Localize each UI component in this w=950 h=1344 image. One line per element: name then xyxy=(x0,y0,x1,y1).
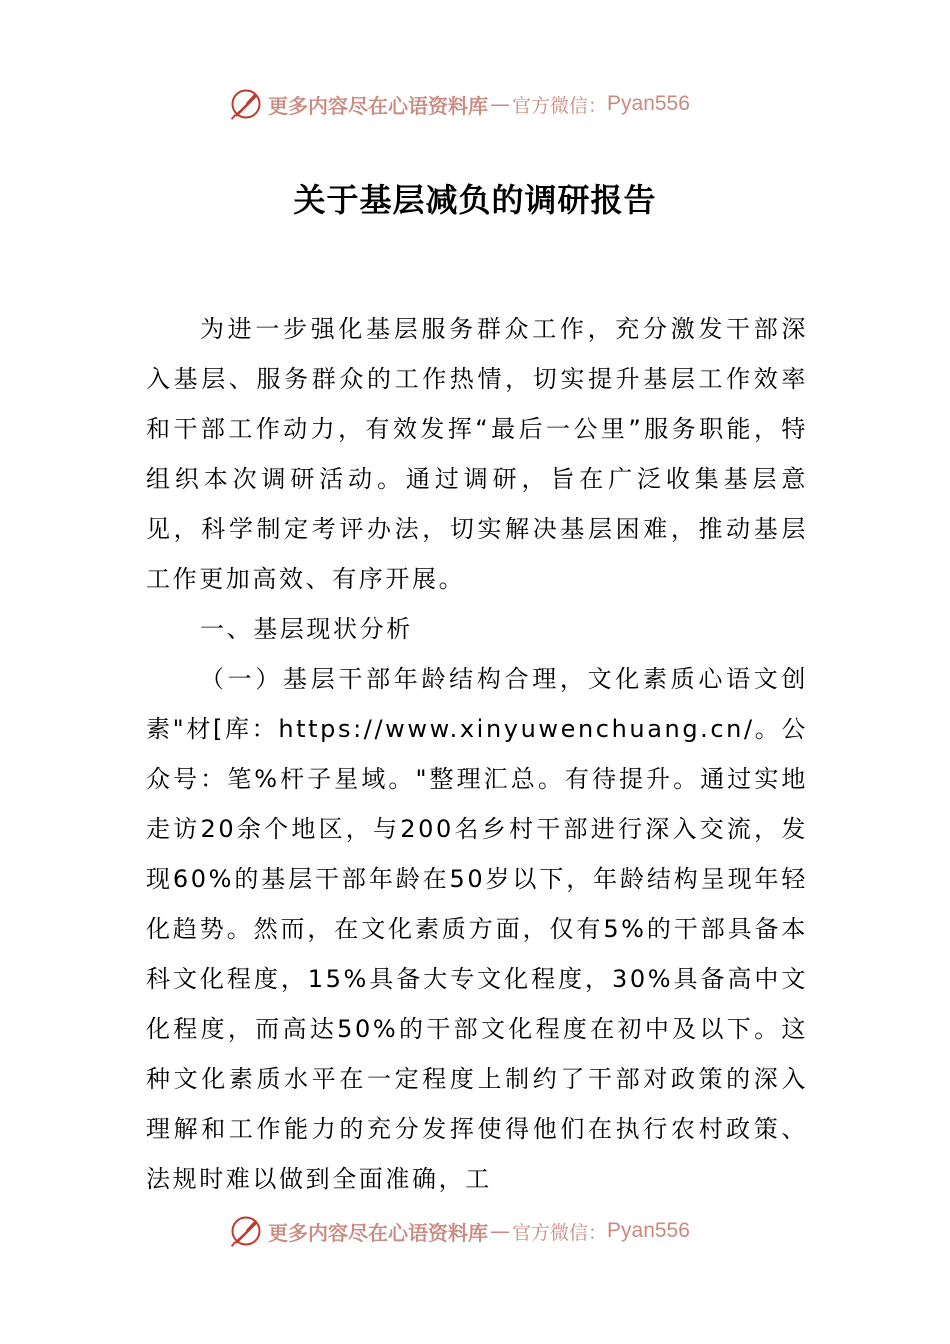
watermark-dash: — xyxy=(490,92,510,116)
watermark-text: 更多内容尽在心语资料库 xyxy=(268,93,488,118)
document-body xyxy=(146,304,808,1204)
quill-logo-icon xyxy=(228,86,264,122)
watermark-banner-top xyxy=(228,84,690,124)
paragraph-intro: 为进一步强化基层服务群众工作，充分激发干部深入基层、服务群众的工作热情，切实提升基层工作效率和干部工作动力，有效发挥“最后一公里”服务职能，特组织本次调研活动。通过调研，旨在广泛收集基层意见，科学制定考评办法，切实解决基层困难，推动基层工作更加高效、有序开展。 xyxy=(146,315,808,593)
watermark-dash: — xyxy=(490,1219,510,1243)
quill-logo-icon xyxy=(228,1213,264,1249)
document-title: 关于基层减负的调研报告 xyxy=(293,181,657,219)
watermark-wechat-label: 官方微信： xyxy=(512,94,608,117)
watermark-banner-bottom xyxy=(228,1211,690,1251)
watermark-wechat-id: Pyan556 xyxy=(607,1219,690,1242)
watermark-text: 更多内容尽在心语资料库 xyxy=(268,1220,488,1245)
paragraph-subsection-1: （一）基层干部年龄结构合理，文化素质心语文创素"材[库：https://www.xinyuwenchuang.cn/。公众号：笔%杆子星域。"整理汇总。有待提升。通过实地走访20余个地区，与200名乡村干部进行深入交流，发现60%的基层干部年龄在50岁以下，年龄结构呈现年轻化趋势。然而，在文化素质方面，仅有5%的干部具备本科文化程度，15%具备大专文化程度，30%具备高中文化程度，而高达50%的干部文化程度在初中及以下。这种文化素质水平在一定程度上制约了干部对政策的深入理解和工作能力的充分发挥使得他们在执行农村政策、法规时难以做到全面准确，工 xyxy=(146,665,808,1193)
section-heading-1: 一、基层现状分析 xyxy=(200,615,413,643)
watermark-wechat-id: Pyan556 xyxy=(607,92,690,115)
watermark-wechat-label: 官方微信： xyxy=(512,1221,608,1244)
